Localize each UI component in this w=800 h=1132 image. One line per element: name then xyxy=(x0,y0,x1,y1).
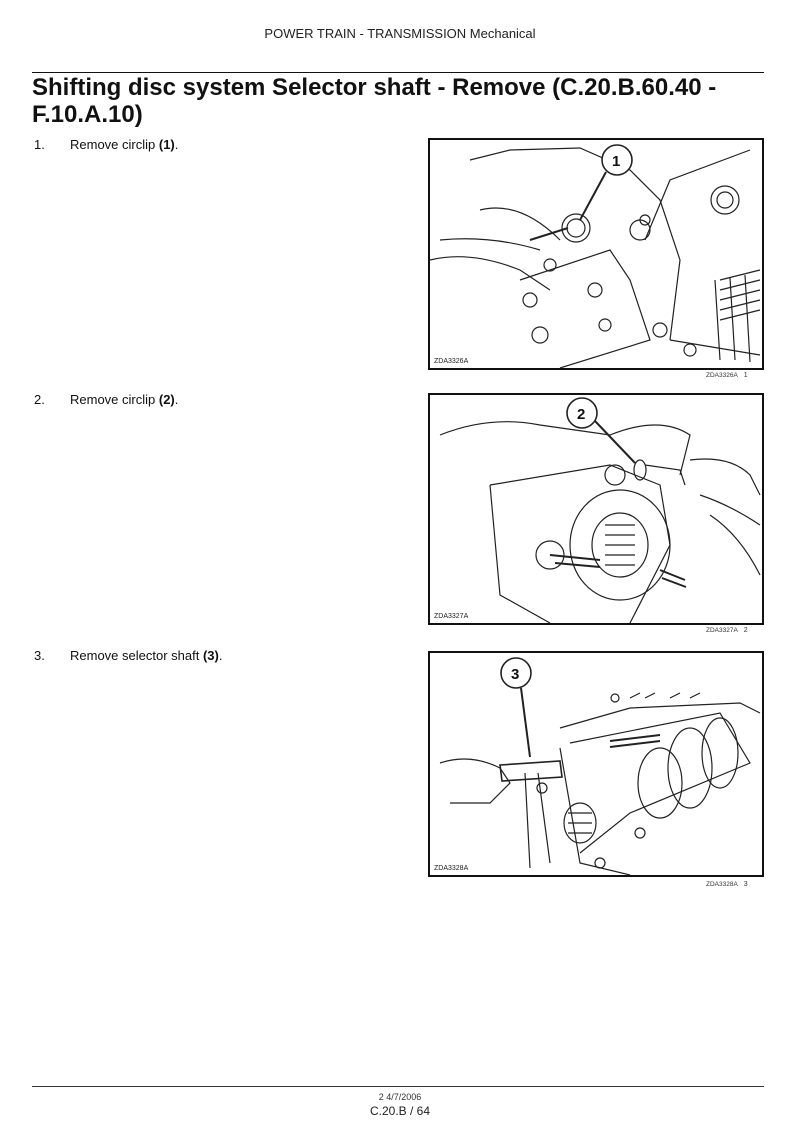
callout-number: 3 xyxy=(511,666,520,683)
step-number: 1. xyxy=(34,137,45,152)
figure-3 xyxy=(428,651,764,877)
step-period: . xyxy=(174,137,179,152)
step-number: 3. xyxy=(34,648,45,663)
title-rule xyxy=(32,72,764,73)
step-number: 2. xyxy=(34,392,45,407)
step-1 xyxy=(34,137,178,152)
step-period: . xyxy=(218,648,223,663)
step-3 xyxy=(34,648,222,663)
figure-code: ZDA3326A xyxy=(434,358,469,365)
step-text: Remove selector shaft xyxy=(70,648,203,663)
figure-caption-number: 3 xyxy=(743,881,748,888)
footer-rule xyxy=(32,1086,764,1087)
page-number: C.20.B / 64 xyxy=(369,1104,431,1118)
step-text: Remove circlip xyxy=(70,137,159,152)
callout-number: 2 xyxy=(577,406,586,423)
figure-code: ZDA3328A xyxy=(434,865,469,872)
step-text: Remove circlip xyxy=(70,392,159,407)
page-title-line-1: Shifting disc system Selector shaft - Remove (C.20.B.60.40 - xyxy=(32,74,717,101)
step-period: . xyxy=(174,392,179,407)
figure-1-caption xyxy=(706,372,766,379)
figure-caption-number: 2 xyxy=(743,627,748,634)
figure-caption-number: 1 xyxy=(743,372,748,379)
figure-3-caption xyxy=(706,881,766,888)
step-reference: (1) xyxy=(158,137,175,152)
figure-1 xyxy=(428,138,764,370)
figure-1-illustration xyxy=(430,140,762,368)
footer-date: 2 4/7/2006 xyxy=(378,1092,422,1102)
figure-2-illustration xyxy=(430,395,762,623)
figure-3-illustration xyxy=(430,653,762,875)
step-2 xyxy=(34,392,178,407)
running-header: POWER TRAIN - TRANSMISSION Mechanical xyxy=(264,26,536,41)
step-reference: (2) xyxy=(158,392,175,407)
figure-caption-code: ZDA3327A xyxy=(706,627,738,634)
figure-caption-code: ZDA3326A xyxy=(706,372,738,379)
callout-number: 1 xyxy=(612,153,621,170)
figure-2-caption xyxy=(706,627,766,634)
step-reference: (3) xyxy=(202,648,219,663)
figure-caption-code: ZDA3328A xyxy=(706,881,738,888)
page-title xyxy=(32,74,752,128)
figure-code: ZDA3327A xyxy=(434,613,469,620)
figure-2 xyxy=(428,393,764,625)
page-title-line-2: F.10.A.10) xyxy=(32,101,143,128)
